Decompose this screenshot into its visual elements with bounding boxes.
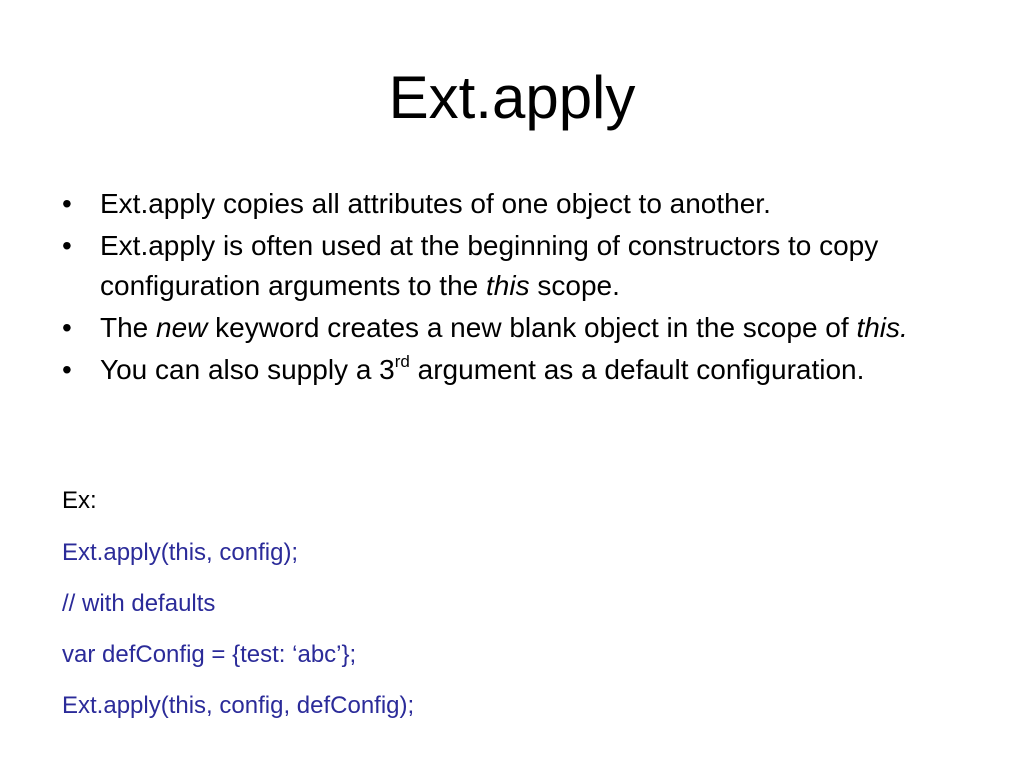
slide-title: Ext.apply xyxy=(388,64,636,131)
bullet-emphasis: new xyxy=(156,312,208,343)
bullet-text: Ext.apply is often used at the beginning of constructors to copy configuration arguments to the xyxy=(100,230,879,301)
example-label: Ex: xyxy=(62,487,97,514)
bullet-emphasis: this. xyxy=(856,312,908,343)
bullet-text: You can also supply a 3 xyxy=(100,354,395,385)
bullet-item xyxy=(62,308,962,348)
bullet-emphasis: this xyxy=(486,270,530,301)
bullet-icon: • xyxy=(62,354,72,385)
bullet-text: keyword creates a new blank object in the scope of xyxy=(207,312,857,343)
code-comment: // with defaults xyxy=(62,590,216,617)
bullet-list xyxy=(62,184,962,392)
code-line: Ext.apply(this, config); xyxy=(62,539,299,566)
bullet-icon: • xyxy=(62,230,72,261)
bullet-text: scope. xyxy=(529,270,620,301)
bullet-text: argument as a default configuration. xyxy=(409,354,865,385)
bullet-text: Ext.apply copies all attributes of one object to another. xyxy=(100,188,771,219)
bullet-icon: • xyxy=(62,188,72,219)
bullet-text: The xyxy=(100,312,157,343)
bullet-item xyxy=(62,184,962,224)
code-line: var defConfig = {test: ‘abc’}; xyxy=(62,641,357,668)
code-line: Ext.apply(this, config, defConfig); xyxy=(62,692,415,719)
bullet-icon: • xyxy=(62,312,72,343)
bullet-item xyxy=(62,226,962,306)
bullet-item xyxy=(62,350,962,390)
ordinal-superscript: rd xyxy=(394,351,410,371)
